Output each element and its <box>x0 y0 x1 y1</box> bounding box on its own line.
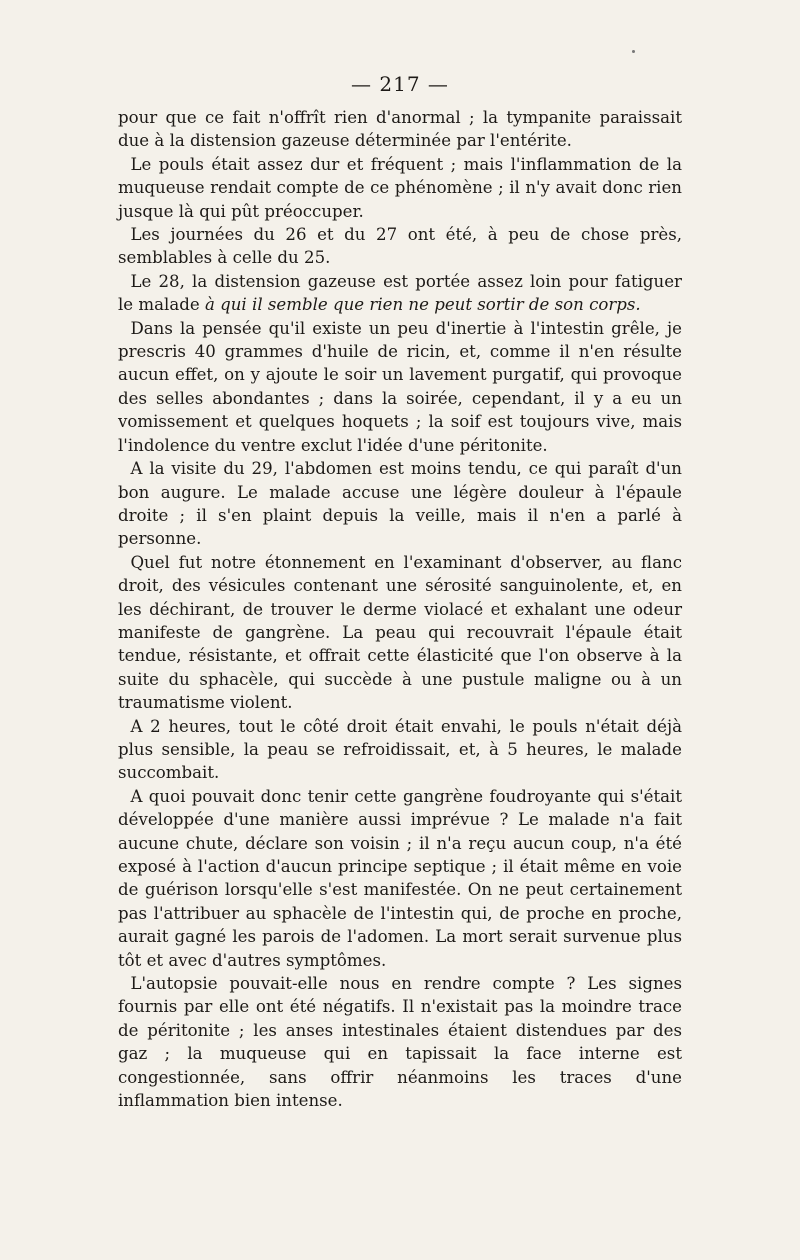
paragraph: A 2 heures, tout le côté droit était envahi, le pouls n'était déjà plus sensible, la peau se refroidissait, et, à 5 heures, le malade succombait. <box>118 716 682 783</box>
paragraph: pour que ce fait n'offrît rien d'anormal ; la tympanite paraissait due à la distension gazeuse déterminée par l'entérite. <box>118 108 682 151</box>
paragraph <box>118 270 682 317</box>
paragraph: Le pouls était assez dur et fréquent ; mais l'inflammation de la muqueuse rendait compte de ce phénomène ; il n'y avait donc rien jusque là qui pût préoccuper. <box>118 154 682 221</box>
body-text <box>118 106 682 1112</box>
paragraph: A la visite du 29, l'abdomen est moins tendu, ce qui paraît d'un bon augure. Le malade accuse une légère douleur à l'épaule droite ; il s'en plaint depuis la veille, mais il n'en a parlé à personne. <box>118 459 682 549</box>
paragraph: Quel fut notre étonnement en l'examinant d'observer, au flanc droit, des vésicules contenant une sérosité sanguinolente, et, en les déchirant, de trouver le derme violacé et exhalant une odeur manifeste de gangrène. La peau qui recouvrait l'épaule était tendue, résistante, et offrait cette élasticité que l'on observe à la suite du sphacèle, qui succède à une pustule maligne ou à un traumatisme violent. <box>118 552 682 713</box>
paragraph: Dans la pensée qu'il existe un peu d'inertie à l'intestin grêle, je prescris 40 grammes d'huile de ricin, et, comme il n'en résulte aucun effet, on y ajoute le soir un lavement purgatif, qui provoque des selles abondantes ; dans la soirée, cependant, il y a eu un vomissement et quelques hoquets ; la soif est toujours vive, mais l'indolence du ventre exclut l'idée d'une péritonite. <box>118 318 682 455</box>
paragraph: Les journées du 26 et du 27 ont été, à peu de chose près, semblables à celle du 25. <box>118 225 682 268</box>
paragraph: L'autopsie pouvait-elle nous en rendre compte ? Les signes fournis par elle ont été négatifs. Il n'existait pas la moindre trace de péritonite ; les anses intestinales étaient distendues par des gaz ; la muqueuse qui en tapissait la face interne est congestionnée, sans offrir néanmoins les traces d'une inflammation bien intense. <box>118 974 682 1111</box>
paragraph: A quoi pouvait donc tenir cette gangrène foudroyante qui s'était développée d'une manière aussi imprévue ? Le malade n'a fait aucune chute, déclare son voisin ; il n'a reçu aucun coup, n'a été exposé à l'action d'aucun principe septique ; il était même en voie de guérison lorsqu'elle s'est manifestée. On ne peut certainement pas l'attribuer au sphacèle de l'intestin qui, de proche en proche, aurait gagné les parois de l'adomen. La mort serait survenue plus tôt et avec d'autres symptômes. <box>118 786 682 970</box>
page-number: — 217 — <box>351 72 449 96</box>
paper-speck <box>632 50 635 53</box>
italic-quote: à qui il semble que rien ne peut sortir de son corps. <box>204 295 641 315</box>
paragraph-text: Le 28, la distension gazeuse est portée assez loin pour fatiguer le malade <box>118 271 682 315</box>
